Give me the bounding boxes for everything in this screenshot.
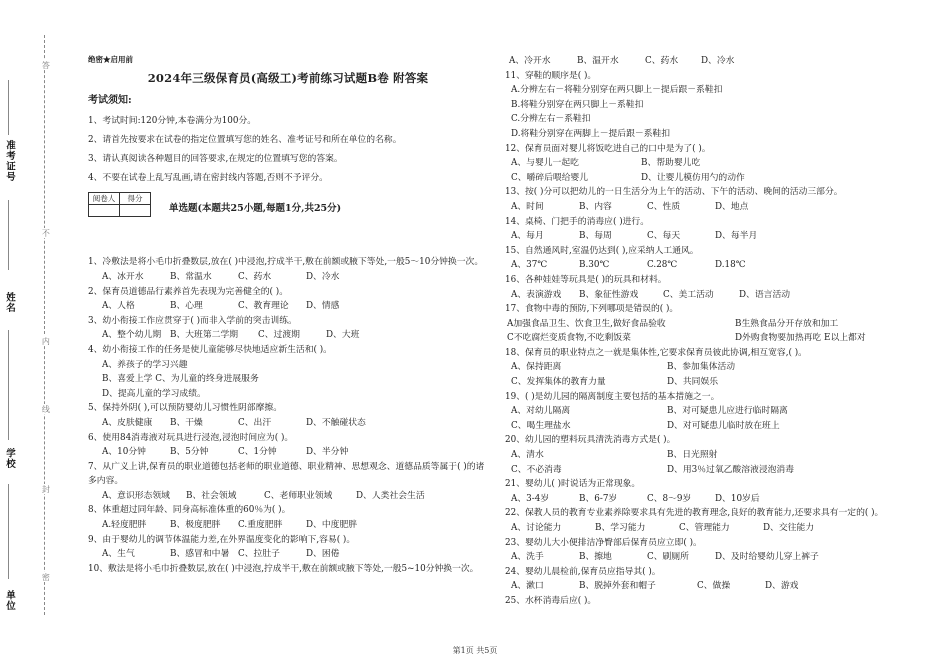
option-c: C、性质	[647, 201, 681, 212]
option-d: D.18℃	[715, 260, 746, 271]
option-b: B、日光照射	[667, 450, 718, 461]
question-stem: 23、婴幼儿大小便排洁净臀部后保育员应立即( )。	[505, 537, 702, 548]
option-b: B、对可疑患儿应进行临时隔离	[667, 406, 788, 417]
option-d: D、提高儿童的学习成绩。	[102, 388, 206, 399]
notice-item: 1、考试时间:120分钟,本卷满分为100分。	[88, 115, 257, 126]
notice-item: 4、不要在试卷上乱写乱画,请在密封线内答题,否则不予评分。	[88, 172, 328, 183]
option-c: C.分辨左右－系鞋扣	[511, 114, 591, 125]
option-a: A、对幼儿隔离	[511, 406, 571, 417]
option-row	[505, 463, 913, 478]
option-a: A、意识形态领域	[102, 490, 170, 501]
option-row	[505, 579, 913, 594]
option-row	[505, 492, 913, 507]
option-b: B、擦地	[579, 552, 612, 563]
option-b: B、喜爱上学 C、为儿童的终身进展服务	[102, 374, 259, 385]
option-b: B、帮助婴儿吃	[641, 158, 701, 169]
question-stem: 20、幼儿园的塑料玩具清洗消毒方式是( )。	[505, 435, 676, 446]
score-header-score: 得分	[120, 192, 151, 205]
option-b: B、每周	[579, 231, 612, 242]
option-b: B、温开水	[577, 56, 619, 66]
question-stem: 2、保育员道德品行素养首先表现为完善健全的( )。	[88, 286, 288, 297]
option-d: D、人类社会生活	[356, 490, 425, 501]
option-c: C、做操	[697, 581, 731, 592]
option-a: A、皮肤健康	[102, 417, 153, 428]
option-d: D、地点	[715, 201, 749, 212]
notice-item: 3、请认真阅读各种题目的回答要求,在规定的位置填写您的答案。	[88, 153, 343, 164]
left-column	[88, 54, 488, 576]
option-d: D、不触碰状态	[306, 417, 366, 428]
option-b: B、大班第二学期	[170, 330, 239, 341]
option-a: A、洗手	[511, 552, 544, 563]
question-stem: 9、由于婴幼儿的调节体温能力差,在外界温度变化的影响下,容易( )。	[88, 534, 356, 545]
option-c: C、药水	[645, 56, 679, 66]
option-c: C不吃腐烂变质食物,不吃剩饭菜	[507, 333, 631, 344]
option-a: A加强食品卫生、饮食卫生,做好食品验收	[507, 318, 666, 329]
option-a: A、养孩子的学习兴趣	[102, 359, 188, 370]
option-a: A、每月	[511, 231, 544, 242]
option-d: D、半分钟	[306, 447, 349, 458]
option-b: B、极度肥胖	[170, 520, 221, 531]
option-d: D、每半月	[715, 231, 758, 242]
score-table	[88, 192, 151, 218]
score-header-grader: 阅卷人	[89, 192, 120, 205]
option-row	[88, 518, 488, 533]
option-d: D、情感	[306, 301, 340, 312]
option-a: A.分辨左右－将鞋分别穿在两只脚上－提后跟－系鞋扣	[511, 85, 723, 96]
option-row	[505, 171, 913, 186]
option-b: B、学习能力	[595, 523, 646, 533]
option-d: D、冷水	[306, 271, 340, 282]
option-c: C、管理能力	[679, 523, 730, 533]
option-c: C、出汗	[238, 417, 272, 428]
option-b: B、干燥	[170, 417, 203, 428]
seal-char: 不	[39, 228, 51, 238]
option-b: B.30℃	[579, 260, 610, 271]
score-cell-score[interactable]	[120, 205, 151, 217]
label-exam-number: 准考证号	[4, 140, 15, 182]
option-d: D、游戏	[765, 581, 799, 592]
option-c: C、发挥集体的教育力量	[511, 377, 606, 388]
question-stem: 16、各种娃娃等玩具是( )的玩具和材料。	[505, 274, 667, 285]
option-row	[505, 229, 913, 244]
option-a: A、保持距离	[511, 362, 562, 373]
option-a: A、37℃	[511, 260, 548, 271]
option-d: D、交往能力	[763, 523, 815, 533]
option-b: B、6-7岁	[579, 493, 618, 504]
question-stem: 22、保教人员的教育专业素养除要求具有先进的教育理念,良好的教育能力,还要求具有一定的( )。	[505, 508, 884, 519]
page-title: 2024年三级保育员(高级工)考前练习试题B卷 附答案	[147, 70, 429, 85]
question-stem: 24、婴幼儿晨检前,保育员应指导其( )。	[505, 566, 661, 577]
option-row	[88, 270, 488, 285]
question-stem: 5、保持外阴( ),可以预防婴幼儿习惯性阴部摩擦。	[88, 403, 282, 414]
option-row	[505, 550, 913, 565]
option-c: C、老师职业领域	[264, 490, 333, 501]
option-a: A、冰开水	[102, 271, 144, 282]
option-row	[505, 375, 913, 390]
seal-char: 内	[39, 336, 51, 346]
question-stem: 12、保育员面对婴儿将饭吃进自己的口中是为了( )。	[505, 143, 711, 154]
label-school: 学校	[4, 448, 15, 469]
option-a: A、整个幼儿期	[102, 330, 162, 341]
option-row	[88, 328, 488, 343]
option-b: B.将鞋分别穿在两只脚上－系鞋扣	[511, 99, 644, 110]
option-d: D、大班	[326, 330, 360, 341]
option-b: B、5分钟	[170, 447, 209, 458]
option-b: B生熟食品分开存放和加工	[735, 318, 839, 329]
option-a: A.轻度肥胖	[102, 520, 147, 531]
seal-char: 密	[39, 572, 51, 582]
option-c: C、美工活动	[663, 289, 714, 300]
option-a: A、冷开水	[509, 56, 551, 66]
option-row	[505, 258, 913, 273]
fill-line	[8, 200, 9, 270]
question-stem: 21、婴幼儿( )时说话为正常现象。	[505, 479, 641, 490]
question-stem: 15、自然通风时,室温仍达到( ),应采纳人工通风。	[505, 245, 699, 256]
notice-heading: 考试须知:	[88, 95, 132, 107]
question-stem: 6、使用84消毒液对玩具进行浸泡,浸泡时间应为( )。	[88, 432, 294, 443]
option-a: A、漱口	[511, 581, 544, 592]
option-row	[505, 288, 913, 303]
question-stem: 7、从广义上讲,保育员的职业道德包括老师的职业道德、职业精神、思想观念、道德品质等属于( )的诸多内容。	[88, 461, 485, 487]
fill-line	[8, 330, 9, 440]
option-b: B、参加集体活动	[667, 362, 736, 373]
option-b: B、脱掉外套和帽子	[579, 581, 656, 592]
option-d: D、困倦	[306, 549, 340, 560]
binding-strip	[0, 0, 62, 671]
option-b: B、内容	[579, 201, 612, 212]
option-d: D、让婴儿模仿用勺的动作	[641, 172, 745, 183]
option-d: D.将鞋分别穿在两脚上－提后跟－系鞋扣	[511, 128, 671, 139]
option-row	[88, 489, 488, 504]
option-row	[505, 156, 913, 171]
option-c: C、教育理论	[238, 301, 289, 312]
option-c: C、每天	[647, 231, 681, 242]
label-unit: 单位	[4, 590, 15, 611]
right-column	[505, 54, 913, 609]
option-d: D、语言活动	[739, 289, 791, 300]
notice-item: 2、请首先按要求在试卷的指定位置填写您的姓名、准考证号和所在单位的名称。	[88, 134, 402, 145]
question-stem: 25、水杯消毒后应( )。	[505, 595, 597, 606]
option-c: C、刷厕所	[647, 552, 689, 563]
fill-line	[8, 80, 9, 135]
question-stem: 11、穿鞋的顺序是( )。	[505, 70, 597, 81]
option-a: A、10分钟	[102, 447, 146, 458]
option-c: C、8～9岁	[647, 493, 692, 504]
seal-char: 答	[39, 60, 51, 70]
option-row	[505, 200, 913, 215]
seal-char: 线	[39, 404, 51, 414]
question-stem: 17、食物中毒的预防,下列哪项是错误的( )。	[505, 304, 679, 315]
option-d: D、对可疑患儿临时放在班上	[667, 420, 780, 431]
option-c: C、药水	[238, 271, 272, 282]
question-stem: 8、体重超过同年龄、同身高标准体重的60％为( )。	[88, 505, 291, 516]
question-stem: 13、按( )分可以把幼儿的一日生活分为上午的活动、下午的活动、晚间的活动三部分。	[505, 187, 843, 198]
option-c: C、嚼碎后喂给婴儿	[511, 172, 589, 183]
question-stem: 1、冷敷法是将小毛巾折叠数层,放在( )中浸泡,拧成半干,敷在前额或腋下等处,一般5～10分钟换一次。	[88, 257, 484, 268]
option-row	[505, 331, 913, 346]
option-d: D、10岁后	[715, 493, 760, 504]
option-row	[505, 419, 913, 434]
option-b: B、常温水	[170, 271, 212, 282]
option-row	[88, 416, 488, 431]
option-a: A、人格	[102, 301, 135, 312]
secret-mark: 绝密★启用前	[88, 55, 133, 64]
option-a: A、与婴儿一起吃	[511, 158, 579, 169]
option-c: C.重度肥胖	[238, 520, 283, 531]
option-c: C、拉肚子	[238, 549, 280, 560]
option-c: C、喝生理盐水	[511, 420, 571, 431]
option-c: C.28℃	[647, 260, 678, 271]
option-row	[88, 547, 488, 562]
option-b: B、社会领域	[186, 490, 237, 501]
option-d: D、用3％过氧乙酸溶液浸泡消毒	[667, 464, 795, 475]
option-d: D、及时给婴幼儿穿上裤子	[715, 552, 819, 563]
option-row	[505, 360, 913, 375]
option-d: D、冷水	[701, 56, 735, 66]
label-name: 姓名	[4, 292, 15, 313]
option-b: B、心理	[170, 301, 203, 312]
option-row	[505, 521, 913, 536]
option-d: D、中度肥胖	[306, 520, 358, 531]
option-c: C、过渡期	[258, 330, 300, 341]
option-b: B、感冒和中暑	[170, 549, 230, 560]
option-d: D外购食物要加热再吃 E以上都对	[735, 333, 866, 344]
question-stem: 3、幼小衔接工作应贯穿于( )而非入学前的突击训练。	[88, 315, 297, 326]
option-a: A、表演游戏	[511, 289, 562, 300]
seal-char: 封	[39, 484, 51, 494]
option-c: C、不必消毒	[511, 464, 562, 475]
score-cell-grader[interactable]	[89, 205, 120, 217]
question-stem: 4、幼小衔接工作的任务是使儿童能够尽快地适应新生活和( )。	[88, 344, 332, 355]
page-number: 第1页 共5页	[452, 646, 498, 655]
question-stem: 19、( )是幼儿园的隔离制度主要包括的基本措施之一。	[505, 391, 720, 402]
option-row	[505, 404, 913, 419]
question-stem: 10、敷法是将小毛巾折叠数层,放在( )中浸泡,拧成半干,敷在前额或腋下等处,一般5~10分钟换一次。	[88, 563, 479, 574]
option-c: C、1分钟	[238, 447, 277, 458]
option-row	[88, 299, 488, 314]
option-a: A、3-4岁	[511, 493, 550, 504]
option-a: A、讨论能力	[511, 523, 562, 533]
option-a: A、清水	[511, 450, 544, 461]
option-d: D、共同娱乐	[667, 377, 719, 388]
option-a: A、生气	[102, 549, 135, 560]
question-stem: 18、保育员的职业特点之一就是集体性,它要求保育员彼此协调,相互宽容,( )。	[505, 347, 807, 358]
fill-line	[8, 484, 9, 579]
question-stem: 14、桌椅、门把手的消毒应( )进行。	[505, 216, 650, 227]
option-b: B、象征性游戏	[579, 289, 639, 300]
option-a: A、时间	[511, 201, 544, 212]
option-row	[505, 54, 913, 69]
score-row	[88, 192, 488, 218]
option-row	[505, 448, 913, 463]
section-heading: 单选题(本题共25小题,每题1分,共25分)	[169, 202, 342, 214]
option-row	[505, 317, 913, 332]
seal-dashed-line	[44, 35, 45, 615]
option-row	[88, 445, 488, 460]
